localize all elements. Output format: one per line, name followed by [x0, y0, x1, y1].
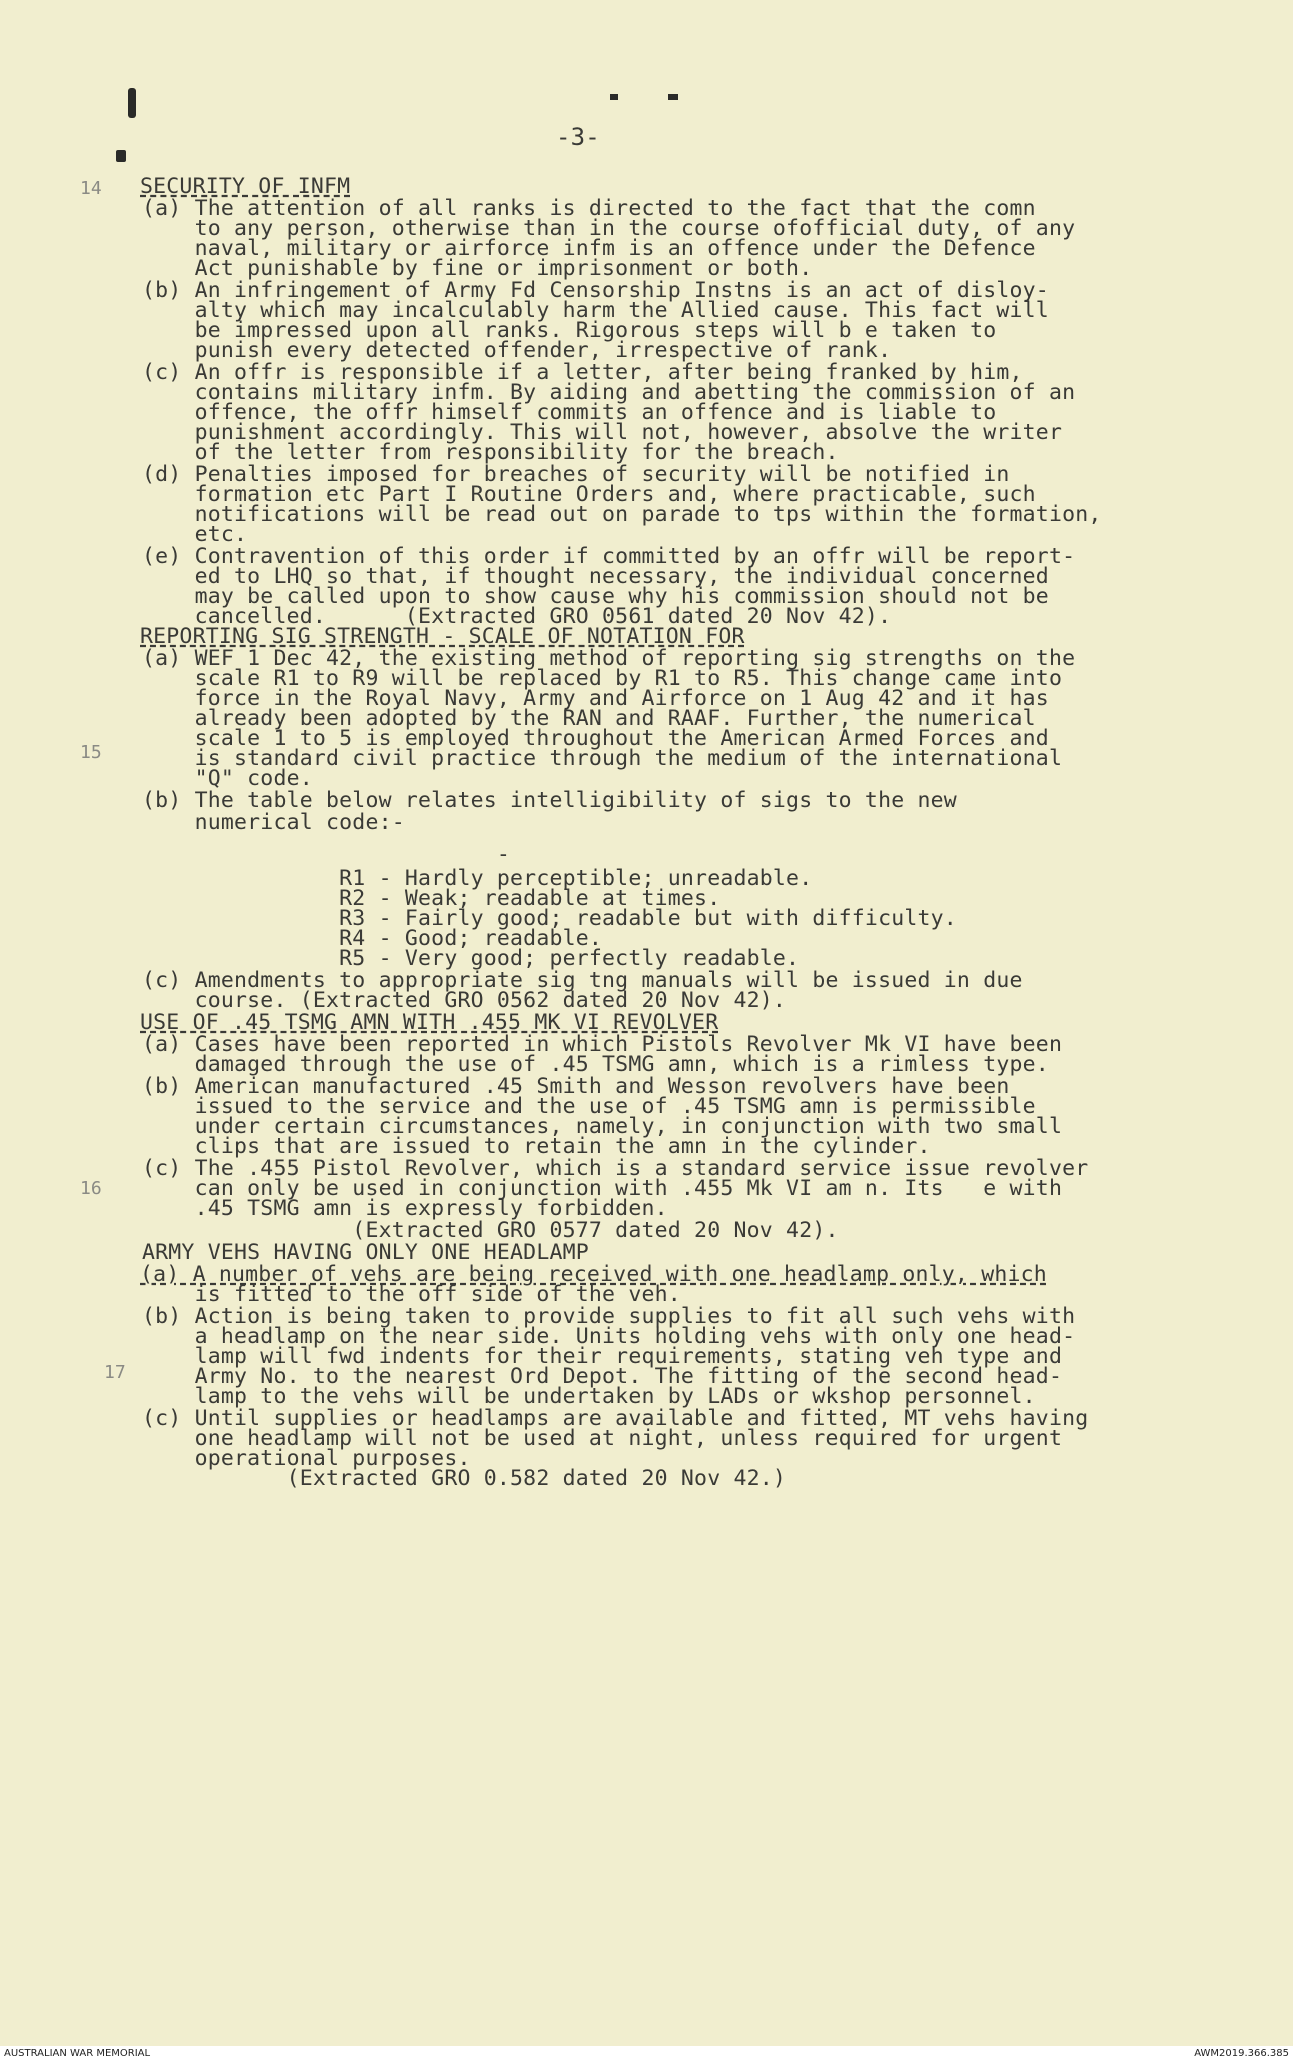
text-line: etc. — [142, 522, 248, 547]
text-line: punish every detected offender, irrespective of rank. — [142, 338, 892, 363]
footer-right: AWM2019.366.385 — [1194, 2048, 1289, 2059]
text-line: be impressed upon all ranks. Rigorous steps will b e taken to — [142, 318, 997, 343]
footer — [0, 2046, 1293, 2061]
section-heading: (a) A number of vehs are being received with one headlamp only, which — [140, 1262, 1047, 1287]
text-line: lamp will fwd indents for their requirements, stating veh type and — [142, 1344, 1063, 1369]
text-line: ed to LHQ so that, if thought necessary, the individual concerned — [142, 564, 1049, 589]
text-line: (a) The attention of all ranks is directed to the fact that the comn — [142, 196, 1036, 221]
text-line: scale 1 to 5 is employed throughout the American Armed Forces and — [142, 726, 1049, 751]
text-line: scale R1 to R9 will be replaced by R1 to R5. This change came into — [142, 666, 1063, 691]
text-line: damaged through the use of .45 TSMG amn, which is a rimless type. — [142, 1052, 1049, 1077]
text-line: (Extracted GRO 0577 dated 20 Nov 42). — [142, 1218, 839, 1243]
text-line: under certain circumstances, namely, in conjunction with two small — [142, 1114, 1063, 1139]
text-line: (b) An infringement of Army Fd Censorship Instns is an act of disloy- — [142, 278, 1049, 303]
text-line: alty which may incalculably harm the Allied cause. This fact will — [142, 298, 1049, 323]
text-line: notifications will be read out on parade to tps within the formation, — [142, 502, 1102, 527]
text-line: (c) Until supplies or headlamps are available and fitted, MT vehs having — [142, 1406, 1089, 1431]
text-line: clips that are issued to retain the amn in the cylinder. — [142, 1134, 931, 1159]
footer-left: AUSTRALIAN WAR MEMORIAL — [4, 2048, 151, 2059]
section-heading: SECURITY OF INFM — [140, 174, 351, 199]
ink-mark — [668, 94, 678, 100]
text-line: numerical code:- — [142, 810, 405, 835]
punch-mark — [116, 150, 126, 162]
text-line: - — [142, 842, 511, 867]
text-line: a headlamp on the near side. Units holding vehs with only one head- — [142, 1324, 1076, 1349]
text-line: is fitted to the off side of the veh. — [142, 1282, 681, 1307]
text-line: ARMY VEHS HAVING ONLY ONE HEADLAMP — [142, 1240, 589, 1265]
ink-mark — [610, 94, 618, 100]
text-line: may be called upon to show cause why his commission should not be — [142, 584, 1049, 609]
text-line: (c) An offr is responsible if a letter, after being franked by him, — [142, 360, 1023, 385]
text-line: operational purposes. — [142, 1446, 471, 1471]
margin-number: 16 — [80, 1178, 102, 1199]
text-line: Army No. to the nearest Ord Depot. The fitting of the second head- — [142, 1364, 1063, 1389]
text-line: (c) Amendments to appropriate sig tng manuals will be issued in due — [142, 968, 1023, 993]
text-line: R1 - Hardly perceptible; unreadable. — [142, 866, 813, 891]
text-line: (c) The .455 Pistol Revolver, which is a standard service issue revolver — [142, 1156, 1089, 1181]
text-line: course. (Extracted GRO 0562 dated 20 Nov 42). — [142, 988, 787, 1013]
text-line: R2 - Weak; readable at times. — [142, 886, 721, 911]
page-number: -3- — [556, 123, 600, 151]
text-line: one headlamp will not be used at night, unless required for urgent — [142, 1426, 1063, 1451]
text-line: "Q" code. — [142, 766, 313, 791]
margin-number: 17 — [104, 1362, 126, 1383]
text-line: can only be used in conjunction with .455 Mk VI am n. Its e with — [142, 1176, 1063, 1201]
section-heading: REPORTING SIG STRENGTH - SCALE OF NOTATION FOR — [140, 624, 745, 649]
text-line: naval, military or airforce infm is an offence under the Defence — [142, 236, 1036, 261]
text-line: (a) Cases have been reported in which Pistols Revolver Mk VI have been — [142, 1032, 1063, 1057]
text-line: issued to the service and the use of .45 TSMG amn is permissible — [142, 1094, 1036, 1119]
margin-number: 14 — [80, 178, 102, 199]
text-line: to any person, otherwise than in the course ofofficial duty, of any — [142, 216, 1076, 241]
section-heading: USE OF .45 TSMG AMN WITH .455 MK VI REVOLVER — [140, 1010, 719, 1035]
text-line: formation etc Part I Routine Orders and, where practicable, such — [142, 482, 1036, 507]
text-line: force in the Royal Navy, Army and Airforce on 1 Aug 42 and it has — [142, 686, 1049, 711]
text-line: R5 - Very good; perfectly readable. — [142, 946, 800, 971]
text-line: (b) American manufactured .45 Smith and Wesson revolvers have been — [142, 1074, 1010, 1099]
margin-number: 15 — [80, 742, 102, 763]
text-line: lamp to the vehs will be undertaken by LADs or wkshop personnel. — [142, 1384, 1036, 1409]
text-line: (e) Contravention of this order if committed by an offr will be report- — [142, 544, 1076, 569]
text-line: cancelled. (Extracted GRO 0561 dated 20 Nov 42). — [142, 604, 892, 629]
text-line: is standard civil practice through the medium of the international — [142, 746, 1063, 771]
text-line: (b) The table below relates intelligibility of sigs to the new — [142, 788, 957, 813]
text-line: (a) WEF 1 Dec 42, the existing method of reporting sig strengths on the — [142, 646, 1076, 671]
text-line: contains military infm. By aiding and abetting the commission of an — [142, 380, 1076, 405]
text-line: offence, the offr himself commits an offence and is liable to — [142, 400, 997, 425]
text-line: R3 - Fairly good; readable but with difficulty. — [142, 906, 957, 931]
text-line: Act punishable by fine or imprisonment or both. — [142, 256, 813, 281]
text-line: of the letter from responsibility for the breach. — [142, 440, 839, 465]
punch-mark — [128, 88, 136, 118]
text-line: (b) Action is being taken to provide supplies to fit all such vehs with — [142, 1304, 1076, 1329]
text-line: .45 TSMG amn is expressly forbidden. — [142, 1196, 668, 1221]
text-line: already been adopted by the RAN and RAAF. Further, the numerical — [142, 706, 1036, 731]
text-line: punishment accordingly. This will not, however, absolve the writer — [142, 420, 1063, 445]
text-line: (Extracted GRO 0.582 dated 20 Nov 42.) — [142, 1466, 787, 1491]
text-line: R4 - Good; readable. — [142, 926, 603, 951]
text-line: (d) Penalties imposed for breaches of security will be notified in — [142, 462, 1010, 487]
